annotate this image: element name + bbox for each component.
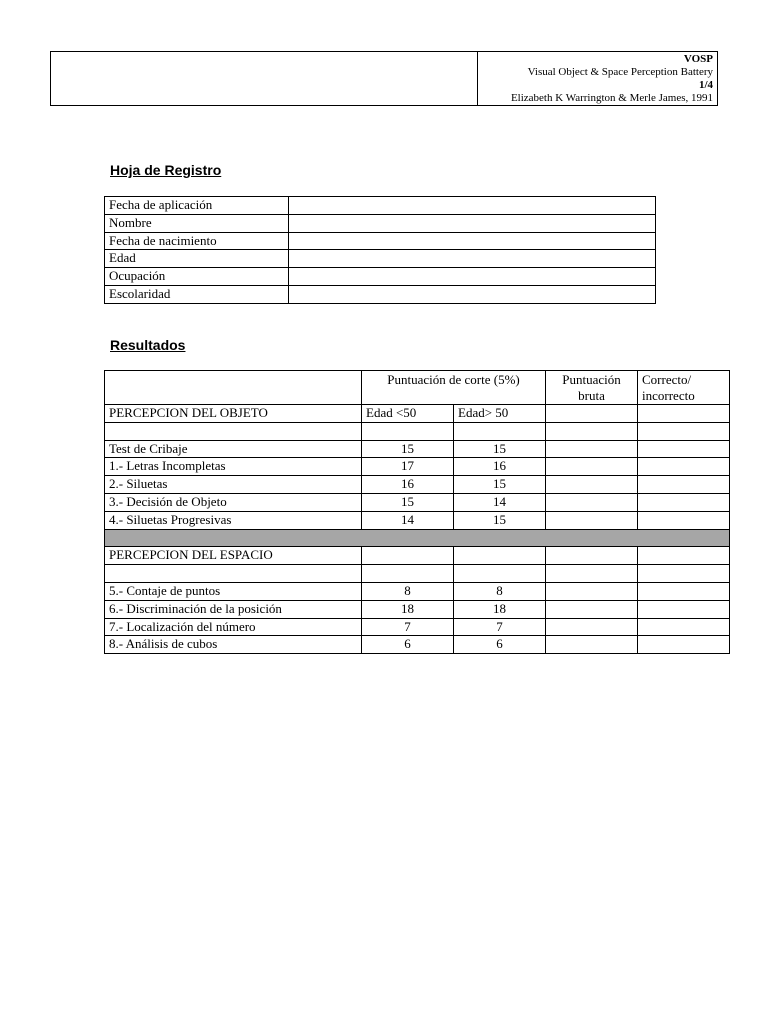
cutoff-gt50: 7: [454, 618, 546, 636]
table-row: [105, 493, 730, 511]
separator-cell: [105, 529, 730, 547]
registro-row: [105, 268, 656, 286]
cutoff-header: Puntuación de corte (5%): [362, 371, 546, 405]
registro-row: [105, 197, 656, 215]
cutoff-gt50: 14: [454, 493, 546, 511]
registro-row: [105, 214, 656, 232]
registro-value-field[interactable]: [289, 250, 656, 268]
correct-cell[interactable]: [638, 422, 730, 440]
raw-score-cell[interactable]: [546, 440, 638, 458]
table-row: [105, 440, 730, 458]
table-row: [105, 582, 730, 600]
blank-cell: [105, 565, 362, 583]
raw-score-cell[interactable]: [546, 582, 638, 600]
raw-score-cell[interactable]: [546, 405, 638, 423]
blank-row: [105, 565, 730, 583]
blank-cell: [362, 422, 454, 440]
correct-cell[interactable]: [638, 547, 730, 565]
table-row: [105, 476, 730, 494]
header-authors: Elizabeth K Warrington & Merle James, 1991: [510, 92, 713, 104]
correct-cell[interactable]: [638, 565, 730, 583]
raw-score-header: Puntuación bruta: [546, 371, 638, 405]
cutoff-lt50: 18: [362, 600, 454, 618]
raw-score-cell[interactable]: [546, 493, 638, 511]
cutoff-lt50: 6: [362, 636, 454, 654]
cutoff-gt50: 8: [454, 582, 546, 600]
test-name: 1.- Letras Incompletas: [105, 458, 362, 476]
cutoff-lt50: 8: [362, 582, 454, 600]
section-row-objeto: [105, 405, 730, 423]
blank-cell: [362, 547, 454, 565]
table-row: [105, 636, 730, 654]
cutoff-gt50: 15: [454, 440, 546, 458]
cutoff-gt50: 15: [454, 511, 546, 529]
raw-score-cell[interactable]: [546, 618, 638, 636]
table-row: [105, 618, 730, 636]
age-gt-header: Edad> 50: [454, 405, 546, 423]
resultados-table: [104, 370, 730, 654]
registro-table: [104, 196, 656, 304]
header-title: Visual Object & Space Perception Battery: [527, 66, 713, 78]
registro-label: Edad: [105, 250, 289, 268]
registro-label: Escolaridad: [105, 285, 289, 303]
cutoff-gt50: 15: [454, 476, 546, 494]
test-name: 6.- Discriminación de la posición: [105, 600, 362, 618]
raw-score-cell[interactable]: [546, 422, 638, 440]
correct-cell[interactable]: [638, 618, 730, 636]
registro-label: Ocupación: [105, 268, 289, 286]
registro-value-field[interactable]: [289, 197, 656, 215]
registro-label: Fecha de nacimiento: [105, 232, 289, 250]
raw-score-cell[interactable]: [546, 565, 638, 583]
registro-label: Nombre: [105, 214, 289, 232]
test-name: 4.- Siluetas Progresivas: [105, 511, 362, 529]
raw-score-cell[interactable]: [546, 636, 638, 654]
registro-title: Hoja de Registro: [110, 162, 222, 178]
raw-score-cell[interactable]: [546, 476, 638, 494]
correct-cell[interactable]: [638, 493, 730, 511]
resultados-title: Resultados: [110, 337, 186, 353]
raw-score-cell[interactable]: [546, 600, 638, 618]
blank-cell: [362, 565, 454, 583]
table-row: [105, 511, 730, 529]
correct-cell[interactable]: [638, 458, 730, 476]
registro-row: [105, 250, 656, 268]
correct-cell[interactable]: [638, 636, 730, 654]
cutoff-gt50: 16: [454, 458, 546, 476]
cutoff-lt50: 14: [362, 511, 454, 529]
registro-row: [105, 285, 656, 303]
blank-cell: [454, 565, 546, 583]
header-divider: [477, 52, 478, 105]
table-row: [105, 600, 730, 618]
correct-cell[interactable]: [638, 405, 730, 423]
section-label: PERCEPCION DEL OBJETO: [105, 405, 362, 423]
registro-value-field[interactable]: [289, 214, 656, 232]
raw-score-cell[interactable]: [546, 547, 638, 565]
separator-row: [105, 529, 730, 547]
correct-header: Correcto/ incorrecto: [638, 371, 730, 405]
results-header-row: [105, 371, 730, 405]
header-page: 1/4: [698, 79, 713, 91]
correct-cell[interactable]: [638, 600, 730, 618]
document-header: [50, 51, 718, 106]
correct-cell[interactable]: [638, 476, 730, 494]
registro-value-field[interactable]: [289, 285, 656, 303]
blank-row: [105, 422, 730, 440]
test-name: 3.- Decisión de Objeto: [105, 493, 362, 511]
cutoff-lt50: 15: [362, 493, 454, 511]
cutoff-lt50: 17: [362, 458, 454, 476]
test-name: 8.- Análisis de cubos: [105, 636, 362, 654]
cutoff-lt50: 16: [362, 476, 454, 494]
test-name: Test de Cribaje: [105, 440, 362, 458]
test-name: 7.- Localización del número: [105, 618, 362, 636]
blank-cell: [454, 422, 546, 440]
table-row: [105, 458, 730, 476]
header-info: [511, 53, 713, 105]
blank-cell: [454, 547, 546, 565]
cutoff-lt50: 15: [362, 440, 454, 458]
header-empty-cell: [105, 371, 362, 405]
registro-value-field[interactable]: [289, 268, 656, 286]
header-code: VOSP: [683, 53, 713, 65]
registro-label: Fecha de aplicación: [105, 197, 289, 215]
raw-score-cell[interactable]: [546, 511, 638, 529]
cutoff-gt50: 6: [454, 636, 546, 654]
section-label: PERCEPCION DEL ESPACIO: [105, 547, 362, 565]
registro-row: [105, 232, 656, 250]
cutoff-lt50: 7: [362, 618, 454, 636]
section-row-espacio: [105, 547, 730, 565]
blank-cell: [105, 422, 362, 440]
test-name: 2.- Siluetas: [105, 476, 362, 494]
test-name: 5.- Contaje de puntos: [105, 582, 362, 600]
age-lt-header: Edad <50: [362, 405, 454, 423]
correct-cell[interactable]: [638, 440, 730, 458]
raw-score-cell[interactable]: [546, 458, 638, 476]
cutoff-gt50: 18: [454, 600, 546, 618]
correct-cell[interactable]: [638, 511, 730, 529]
registro-value-field[interactable]: [289, 232, 656, 250]
correct-cell[interactable]: [638, 582, 730, 600]
